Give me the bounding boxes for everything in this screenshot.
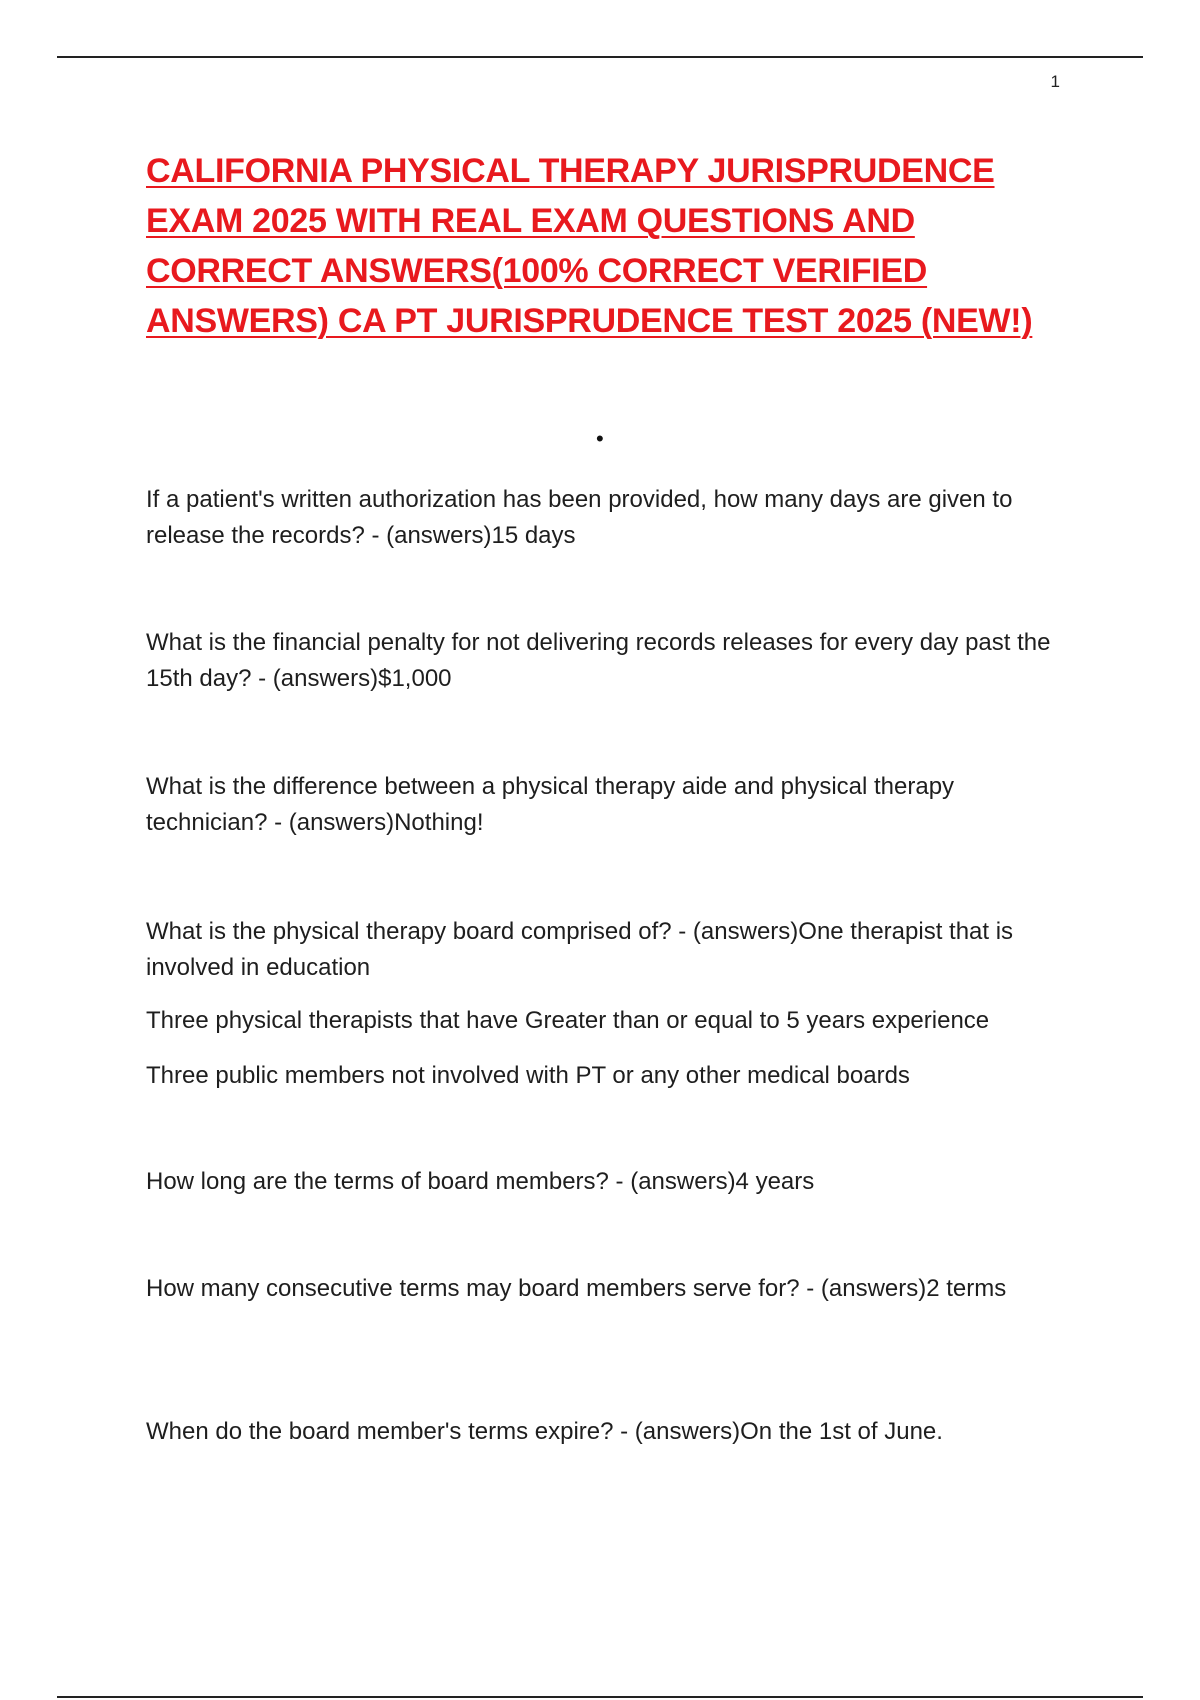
document-title: CALIFORNIA PHYSICAL THERAPY JURISPRUDENCE EXAM 2025 WITH REAL EXAM QUESTIONS AND CORRECT ANSWERS(100% CORRECT VERIFIED ANSWERS) CA PT JURISPRUDENCE TEST 2025 (NEW!) [146, 152, 1033, 340]
qa-item-1: If a patient's written authorization has been provided, how many days are given to release the records? - (answers)15 days [146, 486, 1013, 549]
qa-item-6: How many consecutive terms may board members serve for? - (answers)2 terms [146, 1275, 1007, 1302]
qa-item-4: What is the physical therapy board comprised of? - (answers)One therapist that is involved in education [146, 918, 1014, 981]
bottom-rule [57, 1696, 1143, 1698]
page-number: 1 [1050, 72, 1060, 91]
qa-item-3: What is the difference between a physical therapy aide and physical therapy technician? - (answers)Nothing! [146, 773, 955, 836]
qa-item-4-continuation-2: Three public members not involved with PT or any other medical boards [146, 1062, 910, 1089]
qa-item-5: How long are the terms of board members? - (answers)4 years [146, 1168, 815, 1195]
qa-item-2: What is the financial penalty for not delivering records releases for every day past the 15th day? - (answers)$1,000 [146, 629, 1051, 692]
qa-item-7: When do the board member's terms expire? - (answers)On the 1st of June. [146, 1418, 943, 1445]
qa-item-4-continuation-1: Three physical therapists that have Greater than or equal to 5 years experience [146, 1007, 990, 1034]
top-rule [57, 56, 1143, 58]
bullet-marker: • [596, 426, 604, 451]
